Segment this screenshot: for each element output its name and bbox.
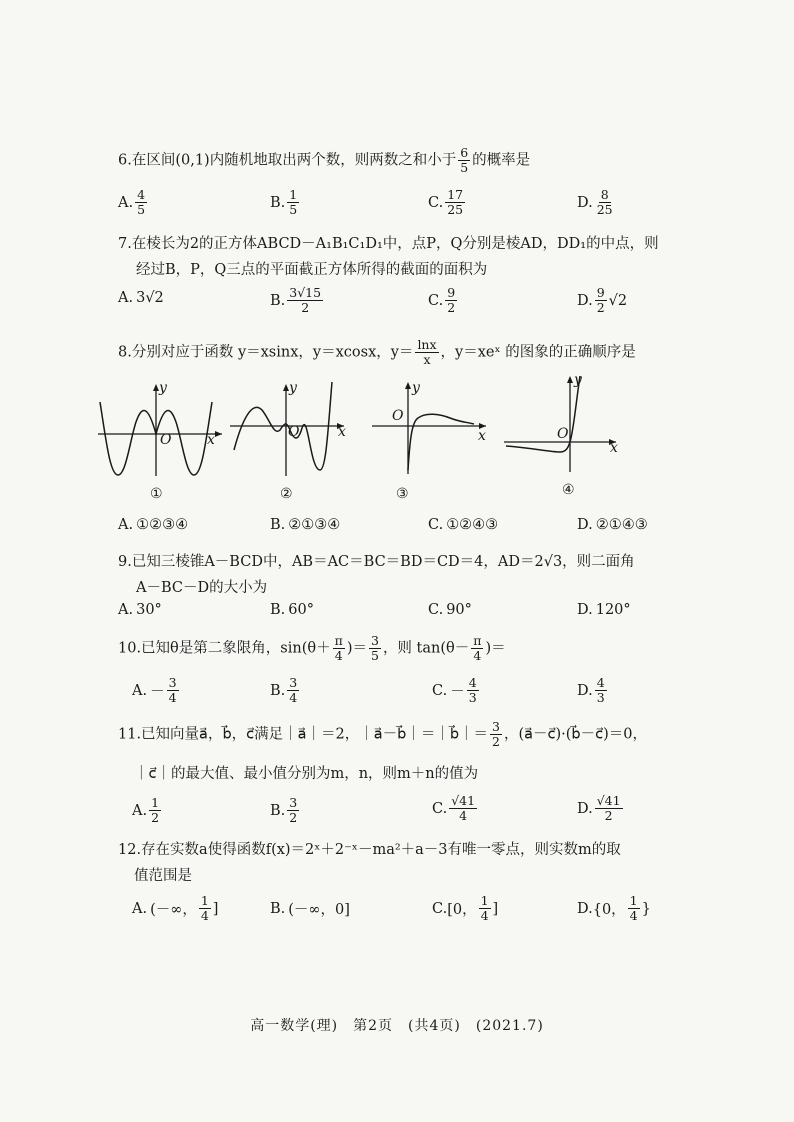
q8-option-c[interactable]: C. ①②④③: [428, 517, 499, 533]
q8-option-a[interactable]: A. ①②③④: [118, 517, 189, 533]
q9-option-c[interactable]: C. 90°: [428, 602, 472, 618]
q12-line1: 12.存在实数a使得函数f(x)＝2ˣ＋2⁻ˣ－ma²＋a－3有唯一零点，则实数m的取: [118, 842, 621, 858]
q6-option-a[interactable]: A. $\frac{4}{5}$: [118, 187, 146, 217]
graph-2-label: ②: [280, 486, 293, 502]
graph-1-x-label: x: [207, 432, 215, 448]
q11-option-d[interactable]: D. $\frac{√41}{2}$: [577, 793, 621, 823]
q6-option-b[interactable]: B. $\frac{1}{5}$: [270, 187, 298, 217]
graph-4-origin: O: [557, 426, 569, 442]
graph-4-y-label: y: [574, 372, 582, 388]
q10-option-d[interactable]: D. $\frac{4}{3}$: [577, 675, 605, 705]
graph-3-origin: O: [392, 408, 404, 424]
graph-1-origin: O: [160, 432, 172, 448]
q6-stem-text: 6.在区间(0,1)内随机地取出两个数，则两数之和小于: [118, 152, 457, 169]
q7-option-b[interactable]: B. $\frac{3√15}{2}$: [270, 285, 322, 315]
q6-option-c[interactable]: C. $\frac{17}{25}$: [428, 187, 464, 217]
q10-option-a[interactable]: A. － $\frac{3}{4}$: [132, 675, 177, 705]
graph-4-x-label: x: [610, 440, 618, 456]
q12-option-b[interactable]: B. (－∞，0]: [270, 900, 350, 918]
q7-line1: 7.在棱长为2的正方体ABCD－A₁B₁C₁D₁中，点P，Q分别是棱AD，DD₁的中点，则: [118, 236, 659, 252]
q8-stem: 8.分别对应于函数 y＝xsinx，y＝xcosx，y＝ $\frac{\ln x}{x}$ ，y＝xeˣ 的图象的正确顺序是: [118, 337, 636, 367]
graph-2-x-label: x: [338, 424, 346, 440]
q11-stem: 11.已知向量a⃗，b⃗，c⃗满足｜a⃗｜＝2，｜a⃗－b⃗｜＝｜b⃗｜＝ $\frac{3}{2}$ ，(a⃗－c⃗)·(b⃗－c⃗)＝0，: [118, 719, 647, 749]
q8-option-d[interactable]: D. ②①④③: [577, 517, 648, 533]
q7-option-a[interactable]: A. 3√2: [118, 290, 164, 306]
graph-1-y-label: y: [159, 380, 167, 396]
graph-3-x-label: x: [478, 428, 486, 444]
q12-option-c[interactable]: C. [0， $\frac{1}{4}$ ]: [432, 893, 499, 923]
q12-option-d[interactable]: D. {0， $\frac{1}{4}$ }: [577, 893, 651, 923]
q9-option-d[interactable]: D. 120°: [577, 602, 631, 618]
q9-line2: A－BC－D的大小为: [136, 580, 268, 596]
q12-option-a[interactable]: A. (－∞， $\frac{1}{4}$ ]: [132, 893, 219, 923]
q6-stem: [118, 146, 530, 175]
graph-2-y-label: y: [289, 380, 297, 396]
q7-line2: 经过B，P，Q三点的平面截正方体所得的截面的面积为: [136, 262, 488, 278]
q8-option-b[interactable]: B. ②①③④: [270, 517, 341, 533]
q12-line2: 值范围是: [134, 868, 192, 884]
graph-4: [502, 372, 622, 476]
q9-line1: 9.已知三棱锥A－BCD中，AB＝AC＝BC＝BD＝CD＝4，AD＝2√3，则二面角: [118, 554, 635, 570]
q11-option-a[interactable]: A. $\frac{1}{2}$: [132, 795, 160, 825]
q10-stem: 10.已知θ是第二象限角，sin(θ＋ $\frac{\pi}{4}$ )＝ $\frac{3}{5}$ ，则 tan(θ－ $\frac{\pi}{4}$ )＝: [118, 633, 506, 663]
q11-option-c[interactable]: C. $\frac{√41}{4}$: [432, 793, 476, 823]
graph-2-origin: O: [288, 424, 300, 440]
graph-3: [370, 378, 490, 478]
q10-option-c[interactable]: C. － $\frac{4}{3}$: [432, 675, 477, 705]
q6-tail: 的概率是: [472, 152, 531, 169]
graph-1-label: ①: [150, 486, 163, 502]
graph-3-y-label: y: [412, 380, 420, 396]
q8-fraction: $\frac{\ln x}{x}$: [417, 337, 437, 367]
q7-option-c[interactable]: C. $\frac{9}{2}$: [428, 285, 456, 315]
q7-option-d[interactable]: D. $\frac{9}{2}$ √2: [577, 285, 628, 315]
graph-4-label: ④: [562, 482, 575, 498]
page-footer: 高一数学(理) 第2页 (共4页) (2021.7): [250, 1018, 544, 1034]
q9-option-a[interactable]: A. 30°: [118, 602, 162, 618]
q11-line2: ｜c⃗｜的最大值、最小值分别为m，n，则m＋n的值为: [134, 766, 479, 782]
q10-option-b[interactable]: B. $\frac{3}{4}$: [270, 675, 298, 705]
graph-3-label: ③: [396, 486, 409, 502]
q11-option-b[interactable]: B. $\frac{3}{2}$: [270, 795, 298, 825]
q6-option-d[interactable]: D. $\frac{8}{25}$: [577, 187, 613, 217]
q9-option-b[interactable]: B. 60°: [270, 602, 314, 618]
q6-fraction: $\frac{6}{5}$: [460, 145, 469, 175]
